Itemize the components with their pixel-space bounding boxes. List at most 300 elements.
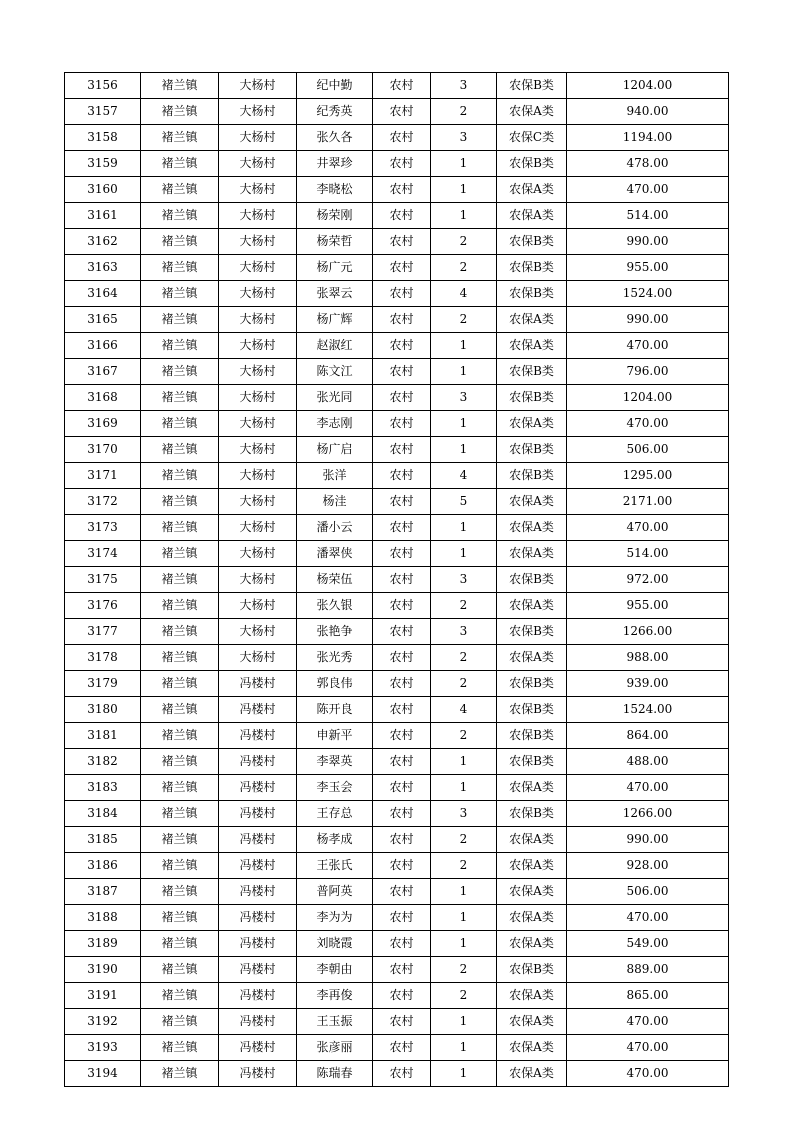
cell-name: 杨荣哲: [297, 229, 373, 255]
cell-amount: 865.00: [567, 983, 729, 1009]
cell-village: 冯楼村: [219, 697, 297, 723]
cell-town: 褚兰镇: [141, 307, 219, 333]
cell-town: 褚兰镇: [141, 931, 219, 957]
cell-category: 农保B类: [497, 151, 567, 177]
cell-name: 张洋: [297, 463, 373, 489]
cell-serial: 3175: [65, 567, 141, 593]
cell-residence: 农村: [373, 151, 431, 177]
table-row: [65, 931, 729, 957]
table-row: [65, 801, 729, 827]
cell-town: 褚兰镇: [141, 619, 219, 645]
cell-count: 1: [431, 1061, 497, 1087]
cell-serial: 3185: [65, 827, 141, 853]
cell-residence: 农村: [373, 671, 431, 697]
cell-village: 大杨村: [219, 645, 297, 671]
cell-serial: 3159: [65, 151, 141, 177]
cell-amount: 990.00: [567, 827, 729, 853]
cell-amount: 889.00: [567, 957, 729, 983]
cell-category: 农保A类: [497, 645, 567, 671]
cell-count: 5: [431, 489, 497, 515]
table-row: [65, 489, 729, 515]
cell-town: 褚兰镇: [141, 437, 219, 463]
cell-amount: 2171.00: [567, 489, 729, 515]
cell-residence: 农村: [373, 853, 431, 879]
cell-serial: 3184: [65, 801, 141, 827]
table-row: [65, 411, 729, 437]
cell-count: 1: [431, 931, 497, 957]
cell-residence: 农村: [373, 541, 431, 567]
cell-village: 冯楼村: [219, 1061, 297, 1087]
cell-serial: 3161: [65, 203, 141, 229]
table-row: [65, 255, 729, 281]
cell-name: 李玉会: [297, 775, 373, 801]
cell-residence: 农村: [373, 281, 431, 307]
cell-category: 农保A类: [497, 177, 567, 203]
cell-residence: 农村: [373, 125, 431, 151]
cell-serial: 3166: [65, 333, 141, 359]
cell-name: 张光同: [297, 385, 373, 411]
cell-category: 农保B类: [497, 697, 567, 723]
table-row: [65, 359, 729, 385]
cell-amount: 470.00: [567, 177, 729, 203]
cell-amount: 506.00: [567, 437, 729, 463]
cell-residence: 农村: [373, 775, 431, 801]
cell-amount: 470.00: [567, 1035, 729, 1061]
cell-town: 褚兰镇: [141, 749, 219, 775]
cell-serial: 3191: [65, 983, 141, 1009]
cell-amount: 1204.00: [567, 385, 729, 411]
cell-name: 张光秀: [297, 645, 373, 671]
cell-category: 农保B类: [497, 229, 567, 255]
cell-village: 冯楼村: [219, 905, 297, 931]
cell-serial: 3179: [65, 671, 141, 697]
cell-town: 褚兰镇: [141, 359, 219, 385]
cell-category: 农保A类: [497, 1009, 567, 1035]
cell-serial: 3192: [65, 1009, 141, 1035]
cell-amount: 955.00: [567, 255, 729, 281]
table-row: [65, 437, 729, 463]
cell-category: 农保B类: [497, 73, 567, 99]
cell-amount: 939.00: [567, 671, 729, 697]
cell-name: 陈瑞春: [297, 1061, 373, 1087]
cell-count: 2: [431, 671, 497, 697]
cell-village: 大杨村: [219, 307, 297, 333]
cell-name: 李翠英: [297, 749, 373, 775]
cell-town: 褚兰镇: [141, 697, 219, 723]
cell-village: 大杨村: [219, 151, 297, 177]
cell-count: 2: [431, 229, 497, 255]
cell-village: 大杨村: [219, 281, 297, 307]
cell-serial: 3177: [65, 619, 141, 645]
cell-village: 大杨村: [219, 489, 297, 515]
cell-serial: 3193: [65, 1035, 141, 1061]
cell-village: 大杨村: [219, 125, 297, 151]
cell-name: 纪秀英: [297, 99, 373, 125]
cell-town: 褚兰镇: [141, 645, 219, 671]
cell-amount: 955.00: [567, 593, 729, 619]
cell-category: 农保A类: [497, 1035, 567, 1061]
cell-category: 农保A类: [497, 489, 567, 515]
cell-amount: 1194.00: [567, 125, 729, 151]
cell-category: 农保B类: [497, 671, 567, 697]
cell-category: 农保A类: [497, 775, 567, 801]
cell-village: 冯楼村: [219, 1035, 297, 1061]
cell-village: 大杨村: [219, 541, 297, 567]
cell-count: 4: [431, 463, 497, 489]
cell-town: 褚兰镇: [141, 983, 219, 1009]
cell-name: 张久银: [297, 593, 373, 619]
cell-name: 杨广元: [297, 255, 373, 281]
cell-amount: 470.00: [567, 333, 729, 359]
cell-serial: 3162: [65, 229, 141, 255]
cell-amount: 1295.00: [567, 463, 729, 489]
cell-name: 杨荣伍: [297, 567, 373, 593]
cell-count: 2: [431, 645, 497, 671]
cell-count: 3: [431, 619, 497, 645]
cell-serial: 3169: [65, 411, 141, 437]
cell-count: 3: [431, 801, 497, 827]
cell-name: 井翠珍: [297, 151, 373, 177]
cell-village: 冯楼村: [219, 827, 297, 853]
table-row: [65, 645, 729, 671]
cell-category: 农保A类: [497, 333, 567, 359]
cell-count: 2: [431, 593, 497, 619]
cell-village: 冯楼村: [219, 853, 297, 879]
cell-category: 农保A类: [497, 983, 567, 1009]
cell-category: 农保B类: [497, 463, 567, 489]
cell-category: 农保A类: [497, 879, 567, 905]
table-row: [65, 99, 729, 125]
cell-count: 2: [431, 983, 497, 1009]
cell-residence: 农村: [373, 489, 431, 515]
cell-name: 刘晓霞: [297, 931, 373, 957]
cell-town: 褚兰镇: [141, 281, 219, 307]
cell-village: 大杨村: [219, 437, 297, 463]
table-row: [65, 749, 729, 775]
table-row: [65, 1061, 729, 1087]
cell-category: 农保B类: [497, 359, 567, 385]
cell-residence: 农村: [373, 359, 431, 385]
cell-count: 2: [431, 957, 497, 983]
cell-category: 农保A类: [497, 541, 567, 567]
cell-amount: 1524.00: [567, 697, 729, 723]
cell-village: 大杨村: [219, 515, 297, 541]
roster-body: [65, 73, 729, 1087]
cell-name: 张彦丽: [297, 1035, 373, 1061]
cell-amount: 478.00: [567, 151, 729, 177]
cell-name: 潘翠侠: [297, 541, 373, 567]
cell-serial: 3168: [65, 385, 141, 411]
cell-village: 冯楼村: [219, 749, 297, 775]
cell-count: 3: [431, 125, 497, 151]
cell-town: 褚兰镇: [141, 957, 219, 983]
table-row: [65, 203, 729, 229]
cell-town: 褚兰镇: [141, 671, 219, 697]
cell-town: 褚兰镇: [141, 203, 219, 229]
table-row: [65, 463, 729, 489]
table-row: [65, 1035, 729, 1061]
cell-town: 褚兰镇: [141, 489, 219, 515]
cell-category: 农保A类: [497, 593, 567, 619]
table-row: [65, 515, 729, 541]
cell-town: 褚兰镇: [141, 1009, 219, 1035]
cell-village: 冯楼村: [219, 957, 297, 983]
cell-name: 赵淑红: [297, 333, 373, 359]
cell-count: 1: [431, 177, 497, 203]
cell-name: 王存总: [297, 801, 373, 827]
cell-category: 农保B类: [497, 749, 567, 775]
cell-residence: 农村: [373, 385, 431, 411]
cell-residence: 农村: [373, 723, 431, 749]
cell-name: 郭良伟: [297, 671, 373, 697]
cell-village: 大杨村: [219, 73, 297, 99]
cell-amount: 470.00: [567, 1061, 729, 1087]
cell-town: 褚兰镇: [141, 827, 219, 853]
cell-count: 4: [431, 281, 497, 307]
cell-village: 冯楼村: [219, 801, 297, 827]
cell-town: 褚兰镇: [141, 1035, 219, 1061]
table-row: [65, 671, 729, 697]
cell-residence: 农村: [373, 619, 431, 645]
cell-name: 李再俊: [297, 983, 373, 1009]
cell-category: 农保B类: [497, 437, 567, 463]
cell-residence: 农村: [373, 333, 431, 359]
cell-serial: 3189: [65, 931, 141, 957]
cell-residence: 农村: [373, 255, 431, 281]
cell-amount: 796.00: [567, 359, 729, 385]
cell-count: 3: [431, 567, 497, 593]
cell-category: 农保B类: [497, 255, 567, 281]
cell-category: 农保A类: [497, 1061, 567, 1087]
cell-name: 李为为: [297, 905, 373, 931]
cell-amount: 940.00: [567, 99, 729, 125]
cell-serial: 3182: [65, 749, 141, 775]
cell-amount: 470.00: [567, 1009, 729, 1035]
cell-serial: 3170: [65, 437, 141, 463]
cell-category: 农保A类: [497, 307, 567, 333]
cell-serial: 3178: [65, 645, 141, 671]
cell-serial: 3186: [65, 853, 141, 879]
cell-count: 2: [431, 853, 497, 879]
cell-town: 褚兰镇: [141, 177, 219, 203]
cell-residence: 农村: [373, 645, 431, 671]
cell-category: 农保A类: [497, 99, 567, 125]
cell-village: 冯楼村: [219, 879, 297, 905]
cell-count: 1: [431, 203, 497, 229]
cell-count: 1: [431, 905, 497, 931]
cell-serial: 3163: [65, 255, 141, 281]
cell-town: 褚兰镇: [141, 229, 219, 255]
cell-town: 褚兰镇: [141, 567, 219, 593]
cell-serial: 3156: [65, 73, 141, 99]
cell-count: 3: [431, 73, 497, 99]
cell-amount: 470.00: [567, 515, 729, 541]
cell-amount: 1524.00: [567, 281, 729, 307]
cell-count: 2: [431, 827, 497, 853]
cell-count: 3: [431, 385, 497, 411]
cell-amount: 470.00: [567, 411, 729, 437]
cell-category: 农保A类: [497, 411, 567, 437]
cell-town: 褚兰镇: [141, 151, 219, 177]
cell-count: 2: [431, 723, 497, 749]
cell-amount: 1266.00: [567, 801, 729, 827]
cell-serial: 3160: [65, 177, 141, 203]
cell-village: 冯楼村: [219, 983, 297, 1009]
cell-village: 大杨村: [219, 255, 297, 281]
table-row: [65, 775, 729, 801]
cell-village: 冯楼村: [219, 775, 297, 801]
cell-count: 1: [431, 775, 497, 801]
cell-name: 潘小云: [297, 515, 373, 541]
cell-count: 1: [431, 1035, 497, 1061]
cell-amount: 1204.00: [567, 73, 729, 99]
cell-residence: 农村: [373, 827, 431, 853]
cell-village: 冯楼村: [219, 1009, 297, 1035]
cell-village: 冯楼村: [219, 671, 297, 697]
cell-count: 1: [431, 515, 497, 541]
cell-town: 褚兰镇: [141, 723, 219, 749]
cell-amount: 990.00: [567, 307, 729, 333]
cell-town: 褚兰镇: [141, 73, 219, 99]
cell-serial: 3165: [65, 307, 141, 333]
cell-name: 王玉振: [297, 1009, 373, 1035]
cell-residence: 农村: [373, 307, 431, 333]
cell-name: 申新平: [297, 723, 373, 749]
table-row: [65, 151, 729, 177]
cell-category: 农保B类: [497, 957, 567, 983]
table-row: [65, 333, 729, 359]
roster-table: [64, 72, 729, 1087]
cell-name: 杨广启: [297, 437, 373, 463]
cell-serial: 3176: [65, 593, 141, 619]
cell-residence: 农村: [373, 177, 431, 203]
cell-town: 褚兰镇: [141, 411, 219, 437]
cell-village: 大杨村: [219, 385, 297, 411]
cell-category: 农保B类: [497, 801, 567, 827]
table-row: [65, 905, 729, 931]
cell-village: 大杨村: [219, 359, 297, 385]
cell-village: 大杨村: [219, 203, 297, 229]
cell-village: 大杨村: [219, 593, 297, 619]
cell-name: 李志刚: [297, 411, 373, 437]
cell-amount: 990.00: [567, 229, 729, 255]
cell-name: 杨荣刚: [297, 203, 373, 229]
table-row: [65, 853, 729, 879]
cell-count: 2: [431, 307, 497, 333]
cell-name: 陈开良: [297, 697, 373, 723]
cell-amount: 488.00: [567, 749, 729, 775]
cell-serial: 3172: [65, 489, 141, 515]
cell-town: 褚兰镇: [141, 853, 219, 879]
cell-name: 纪中勤: [297, 73, 373, 99]
cell-residence: 农村: [373, 567, 431, 593]
cell-village: 大杨村: [219, 177, 297, 203]
cell-residence: 农村: [373, 697, 431, 723]
cell-name: 普阿英: [297, 879, 373, 905]
cell-town: 褚兰镇: [141, 775, 219, 801]
cell-town: 褚兰镇: [141, 255, 219, 281]
cell-count: 1: [431, 359, 497, 385]
cell-serial: 3167: [65, 359, 141, 385]
cell-category: 农保A类: [497, 203, 567, 229]
cell-residence: 农村: [373, 463, 431, 489]
cell-amount: 972.00: [567, 567, 729, 593]
cell-count: 1: [431, 1009, 497, 1035]
cell-amount: 864.00: [567, 723, 729, 749]
cell-amount: 514.00: [567, 203, 729, 229]
cell-town: 褚兰镇: [141, 801, 219, 827]
cell-count: 1: [431, 411, 497, 437]
cell-town: 褚兰镇: [141, 879, 219, 905]
cell-village: 大杨村: [219, 463, 297, 489]
cell-category: 农保B类: [497, 281, 567, 307]
table-row: [65, 385, 729, 411]
table-row: [65, 567, 729, 593]
cell-village: 冯楼村: [219, 931, 297, 957]
cell-village: 大杨村: [219, 229, 297, 255]
cell-count: 1: [431, 541, 497, 567]
cell-category: 农保A类: [497, 827, 567, 853]
cell-serial: 3181: [65, 723, 141, 749]
table-row: [65, 619, 729, 645]
cell-count: 1: [431, 879, 497, 905]
table-row: [65, 827, 729, 853]
cell-residence: 农村: [373, 905, 431, 931]
cell-serial: 3187: [65, 879, 141, 905]
cell-amount: 928.00: [567, 853, 729, 879]
cell-serial: 3174: [65, 541, 141, 567]
cell-category: 农保A类: [497, 905, 567, 931]
cell-serial: 3157: [65, 99, 141, 125]
cell-serial: 3171: [65, 463, 141, 489]
cell-name: 杨孝成: [297, 827, 373, 853]
cell-residence: 农村: [373, 229, 431, 255]
table-row: [65, 697, 729, 723]
cell-category: 农保B类: [497, 385, 567, 411]
cell-name: 李朝由: [297, 957, 373, 983]
cell-serial: 3164: [65, 281, 141, 307]
cell-town: 褚兰镇: [141, 905, 219, 931]
cell-amount: 1266.00: [567, 619, 729, 645]
cell-category: 农保B类: [497, 723, 567, 749]
cell-serial: 3194: [65, 1061, 141, 1087]
cell-residence: 农村: [373, 203, 431, 229]
cell-serial: 3173: [65, 515, 141, 541]
cell-town: 褚兰镇: [141, 515, 219, 541]
cell-count: 1: [431, 749, 497, 775]
cell-serial: 3158: [65, 125, 141, 151]
table-row: [65, 879, 729, 905]
cell-amount: 514.00: [567, 541, 729, 567]
cell-category: 农保C类: [497, 125, 567, 151]
table-row: [65, 723, 729, 749]
cell-residence: 农村: [373, 515, 431, 541]
table-row: [65, 125, 729, 151]
cell-name: 王张氏: [297, 853, 373, 879]
cell-residence: 农村: [373, 983, 431, 1009]
cell-village: 大杨村: [219, 619, 297, 645]
table-row: [65, 281, 729, 307]
table-row: [65, 177, 729, 203]
cell-residence: 农村: [373, 801, 431, 827]
cell-residence: 农村: [373, 411, 431, 437]
cell-count: 1: [431, 333, 497, 359]
cell-name: 陈文江: [297, 359, 373, 385]
cell-name: 张艳争: [297, 619, 373, 645]
cell-amount: 470.00: [567, 905, 729, 931]
cell-name: 杨广辉: [297, 307, 373, 333]
cell-serial: 3183: [65, 775, 141, 801]
